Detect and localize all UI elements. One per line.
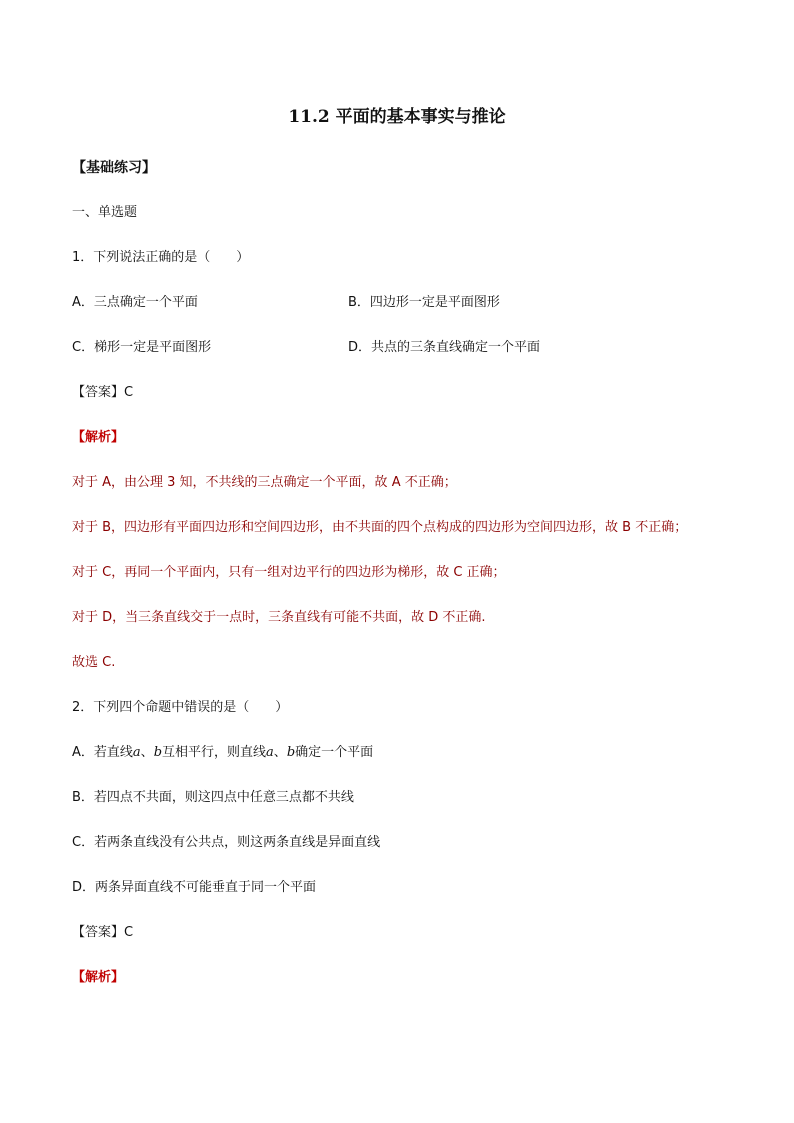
question-1-option-a: A．三点确定一个平面 (72, 295, 198, 310)
option-a-text: 、 (273, 745, 287, 760)
question-1-option-c: C．梯形一定是平面图形 (72, 340, 212, 355)
question-1-option-b: B．四边形一定是平面图形 (348, 295, 500, 310)
question-1-stem: 1．下列说法正确的是（ ） (72, 250, 250, 265)
variable-a: a (132, 745, 141, 760)
question-2-option-a (72, 744, 373, 762)
question-1-option-d: D．共点的三条直线确定一个平面 (348, 340, 541, 355)
option-a-text: A．若直线 (72, 745, 133, 760)
question-1-conclusion: 故选 C. (72, 655, 116, 670)
question-2-option-b: B．若四点不共面，则这四点中任意三点都不共线 (72, 790, 354, 805)
question-2-option-c: C．若两条直线没有公共点，则这两条直线是异面直线 (72, 835, 381, 850)
question-1-analysis-label: 【解析】 (72, 430, 125, 445)
question-1-analysis-line: 对于 A，由公理 3 知，不共线的三点确定一个平面，故 A 不正确； (72, 475, 457, 490)
option-a-text: 、 (140, 745, 154, 760)
variable-b: b (286, 745, 296, 760)
page-title: 11.2 平面的基本事实与推论 (288, 107, 506, 127)
question-2-option-d: D．两条异面直线不可能垂直于同一个平面 (72, 880, 317, 895)
option-a-text: 确定一个平面 (295, 745, 374, 760)
question-2-analysis-label: 【解析】 (72, 970, 125, 985)
question-2-stem: 2．下列四个命题中错误的是（ ） (72, 700, 289, 715)
question-1-analysis-line: 对于 C，再同一个平面内，只有一组对边平行的四边形为梯形，故 C 正确； (72, 565, 506, 580)
option-a-text: 互相平行，则直线 (162, 745, 267, 760)
question-1-analysis-line: 对于 D，当三条直线交于一点时，三条直线有可能不共面，故 D 不正确. (72, 610, 486, 625)
section-heading: 【基础练习】 (72, 160, 156, 176)
variable-a: a (266, 745, 274, 760)
question-2-answer: 【答案】C (72, 925, 134, 940)
question-1-answer: 【答案】C (72, 385, 134, 400)
part-heading: 一、单选题 (72, 205, 138, 220)
variable-b: b (153, 745, 163, 760)
question-1-analysis-line: 对于 B，四边形有平面四边形和空间四边形，由不共面的四个点构成的四边形为空间四边形，故 B 不正确； (72, 520, 688, 535)
